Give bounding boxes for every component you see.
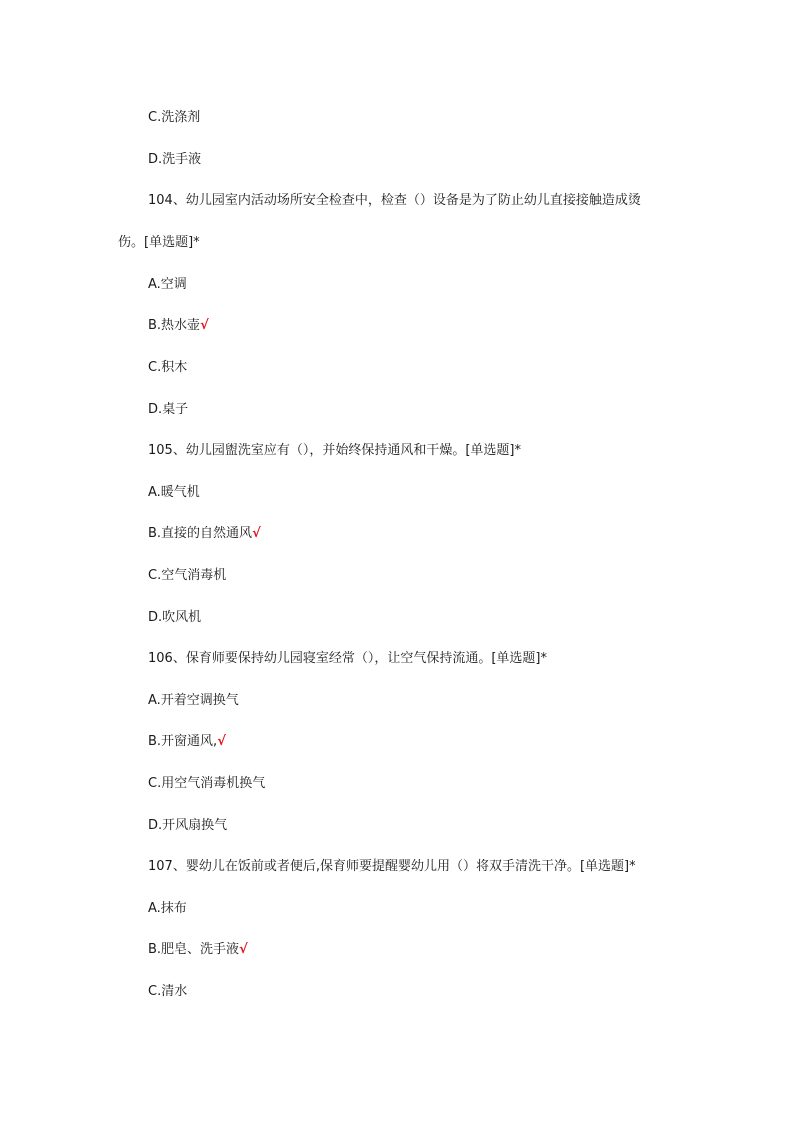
option-b-correct xyxy=(148,732,226,752)
option-text: D.洗手液 xyxy=(148,152,202,167)
option-c xyxy=(148,566,226,586)
option-c xyxy=(148,108,200,128)
option-d xyxy=(148,150,201,170)
option-text: D.桌子 xyxy=(148,402,189,417)
option-c xyxy=(148,358,187,378)
option-text: B.热水壶 xyxy=(148,318,201,333)
option-text: C.清水 xyxy=(148,984,188,999)
option-c xyxy=(148,774,265,794)
option-a xyxy=(148,899,187,919)
option-text: A.暖气机 xyxy=(148,485,200,500)
question-text: 105、幼儿园盥洗室应有（），并始终保持通风和干燥。[单选题]* xyxy=(148,443,521,458)
option-text: C.洗涤剂 xyxy=(148,110,201,125)
option-d xyxy=(148,400,188,420)
option-text: A.开着空调换气 xyxy=(148,693,239,708)
option-c xyxy=(148,982,187,1002)
option-b-correct xyxy=(148,316,209,336)
question-104-continued xyxy=(118,233,200,253)
option-text: D.吹风机 xyxy=(148,610,202,625)
correct-check-mark: √ xyxy=(239,942,248,957)
question-104 xyxy=(148,191,641,211)
option-a xyxy=(148,275,187,295)
option-text: A.抹布 xyxy=(148,901,187,916)
option-text: B.直接的自然通风 xyxy=(148,526,253,541)
option-text: C.空气消毒机 xyxy=(148,568,227,583)
correct-check-mark: √ xyxy=(217,734,226,749)
option-text: C.用空气消毒机换气 xyxy=(148,776,266,791)
option-text: B.开窗通风, xyxy=(148,734,218,749)
correct-check-mark: √ xyxy=(200,318,209,333)
option-a xyxy=(148,691,239,711)
correct-check-mark: √ xyxy=(252,526,261,541)
option-text: A.空调 xyxy=(148,277,187,292)
option-text: D.开风扇换气 xyxy=(148,818,228,833)
question-text: 104、幼儿园室内活动场所安全检查中，检查（）设备是为了防止幼儿直接接触造成烫 xyxy=(148,193,641,208)
question-text: 伤。[单选题]* xyxy=(118,235,200,250)
option-d xyxy=(148,816,227,836)
question-105 xyxy=(148,441,521,461)
question-107 xyxy=(148,857,636,877)
question-text: 107、婴幼儿在饭前或者便后,保育师要提醒婴幼儿用（）将双手清洗干净。[单选题]* xyxy=(148,859,636,874)
option-text: C.积木 xyxy=(148,360,188,375)
option-b-correct xyxy=(148,524,261,544)
option-a xyxy=(148,483,200,503)
question-text: 106、保育师要保持幼儿园寝室经常（），让空气保持流通。[单选题]* xyxy=(148,651,547,666)
option-text: B.肥皂、洗手液 xyxy=(148,942,240,957)
option-d xyxy=(148,608,201,628)
option-b-correct xyxy=(148,940,248,960)
question-106 xyxy=(148,649,547,669)
